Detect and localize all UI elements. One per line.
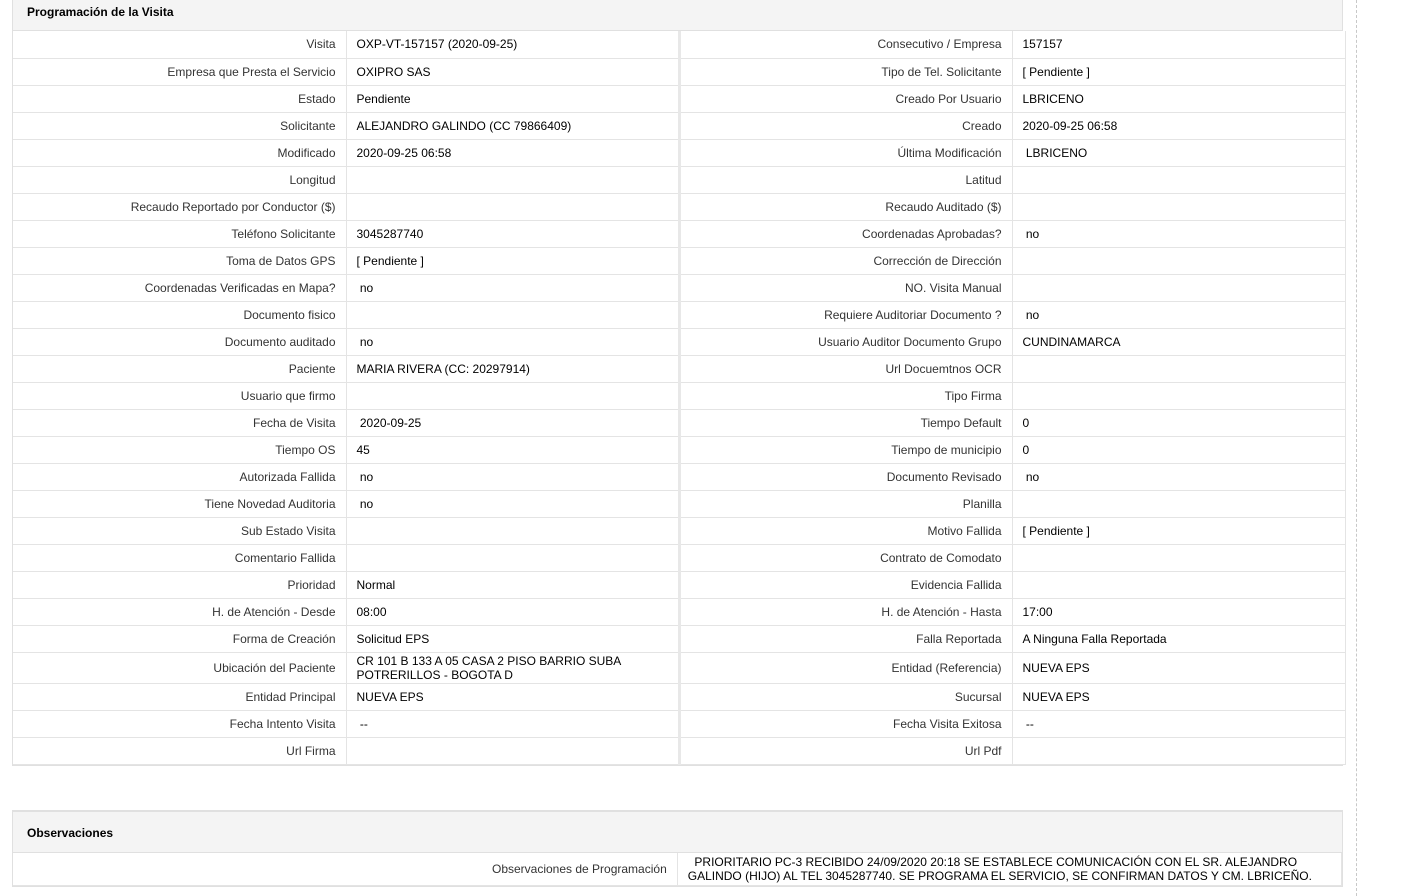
field-label: Tipo de Tel. Solicitante (679, 58, 1012, 85)
field-value: 2020-09-25 06:58 (1012, 112, 1345, 139)
field-value (1012, 571, 1345, 598)
field-label: Comentario Fallida (13, 544, 346, 571)
field-value: no (346, 274, 679, 301)
field-label: Coordenadas Aprobadas? (679, 220, 1012, 247)
field-value: 17:00 (1012, 598, 1345, 625)
field-label: H. de Atención - Hasta (679, 598, 1012, 625)
observations-title: Observaciones (13, 811, 1342, 853)
field-label: NO. Visita Manual (679, 274, 1012, 301)
field-label: Creado Por Usuario (679, 85, 1012, 112)
field-label: Paciente (13, 355, 346, 382)
field-value (346, 301, 679, 328)
field-value: MARIA RIVERA (CC: 20297914) (346, 355, 679, 382)
field-label: Prioridad (13, 571, 346, 598)
field-label: Consecutivo / Empresa (679, 31, 1012, 58)
field-value (1012, 382, 1345, 409)
field-value: CR 101 B 133 A 05 CASA 2 PISO BARRIO SUBA POTRERILLOS - BOGOTA D (346, 652, 679, 683)
detail-row (13, 683, 1345, 710)
field-label: Entidad (Referencia) (679, 652, 1012, 683)
field-value (346, 166, 679, 193)
field-value (346, 382, 679, 409)
visit-schedule-title: Programación de la Visita (13, 0, 1342, 31)
field-value: ALEJANDRO GALINDO (CC 79866409) (346, 112, 679, 139)
observations-label: Observaciones de Programación (13, 853, 677, 885)
field-label: Tiempo de municipio (679, 436, 1012, 463)
field-label: Coordenadas Verificadas en Mapa? (13, 274, 346, 301)
field-label: Empresa que Presta el Servicio (13, 58, 346, 85)
detail-row (13, 355, 1345, 382)
field-value: Solicitud EPS (346, 625, 679, 652)
field-value: 3045287740 (346, 220, 679, 247)
field-label: Entidad Principal (13, 683, 346, 710)
detail-row (13, 544, 1345, 571)
field-label: Última Modificación (679, 139, 1012, 166)
detail-row (13, 737, 1345, 764)
detail-row (13, 112, 1345, 139)
field-value: -- (346, 710, 679, 737)
field-label: Url Firma (13, 737, 346, 764)
observations-table (13, 853, 1342, 886)
field-value: Normal (346, 571, 679, 598)
field-value: NUEVA EPS (1012, 652, 1345, 683)
field-value (1012, 737, 1345, 764)
field-label: Tiempo OS (13, 436, 346, 463)
field-label: Solicitante (13, 112, 346, 139)
field-label: Estado (13, 85, 346, 112)
field-label: Contrato de Comodato (679, 544, 1012, 571)
field-label: H. de Atención - Desde (13, 598, 346, 625)
field-value: no (346, 490, 679, 517)
field-value (1012, 544, 1345, 571)
detail-row (13, 463, 1345, 490)
field-label: Corrección de Dirección (679, 247, 1012, 274)
field-label: Falla Reportada (679, 625, 1012, 652)
field-value: NUEVA EPS (1012, 683, 1345, 710)
field-value: LBRICENO (1012, 139, 1345, 166)
detail-row (13, 31, 1345, 58)
field-label: Sub Estado Visita (13, 517, 346, 544)
field-label: Fecha de Visita (13, 409, 346, 436)
field-label: Fecha Intento Visita (13, 710, 346, 737)
detail-row (13, 598, 1345, 625)
field-label: Requiere Auditoriar Documento ? (679, 301, 1012, 328)
field-label: Tipo Firma (679, 382, 1012, 409)
observations-value: PRIORITARIO PC-3 RECIBIDO 24/09/2020 20:18 SE ESTABLECE COMUNICACIÓN CON EL SR. ALEJANDRO GALINDO (HIJO) AL TEL 3045287740. SE PROGRAMA EL SERVICIO, SE CONFIRMAN DATOS Y CM. LBRICEÑO. (677, 853, 1341, 885)
field-label: Motivo Fallida (679, 517, 1012, 544)
field-label: Planilla (679, 490, 1012, 517)
field-label: Latitud (679, 166, 1012, 193)
detail-row (13, 517, 1345, 544)
field-value: no (346, 328, 679, 355)
detail-row (13, 382, 1345, 409)
field-value: OXIPRO SAS (346, 58, 679, 85)
field-label: Url Pdf (679, 737, 1012, 764)
detail-row (13, 166, 1345, 193)
detail-row (13, 710, 1345, 737)
detail-row (13, 139, 1345, 166)
field-value: [ Pendiente ] (1012, 517, 1345, 544)
field-value (1012, 274, 1345, 301)
field-value: 2020-09-25 (346, 409, 679, 436)
page-right-divider (1356, 0, 1357, 896)
detail-row (13, 409, 1345, 436)
field-label: Toma de Datos GPS (13, 247, 346, 274)
field-value (346, 193, 679, 220)
field-label: Longitud (13, 166, 346, 193)
field-value (346, 517, 679, 544)
detail-row (13, 571, 1345, 598)
detail-row (13, 193, 1345, 220)
field-value: NUEVA EPS (346, 683, 679, 710)
detail-row (13, 58, 1345, 85)
detail-row (13, 490, 1345, 517)
visit-details-table (13, 31, 1346, 765)
detail-row (13, 301, 1345, 328)
field-label: Recaudo Auditado ($) (679, 193, 1012, 220)
field-label: Tiempo Default (679, 409, 1012, 436)
field-label: Ubicación del Paciente (13, 652, 346, 683)
field-value (1012, 193, 1345, 220)
field-label: Usuario que firmo (13, 382, 346, 409)
field-value: Pendiente (346, 85, 679, 112)
field-value: A Ninguna Falla Reportada (1012, 625, 1345, 652)
visit-schedule-panel (12, 0, 1343, 766)
field-value (1012, 166, 1345, 193)
field-value: 2020-09-25 06:58 (346, 139, 679, 166)
detail-row (13, 328, 1345, 355)
field-value (1012, 490, 1345, 517)
field-value: [ Pendiente ] (1012, 58, 1345, 85)
field-label: Url Docuemtnos OCR (679, 355, 1012, 382)
field-label: Visita (13, 31, 346, 58)
detail-row (13, 436, 1345, 463)
detail-row (13, 625, 1345, 652)
field-value: no (1012, 301, 1345, 328)
field-label: Tiene Novedad Auditoria (13, 490, 346, 517)
field-value: 0 (1012, 436, 1345, 463)
field-label: Documento auditado (13, 328, 346, 355)
field-value: 157157 (1012, 31, 1345, 58)
field-label: Documento Revisado (679, 463, 1012, 490)
field-label: Autorizada Fallida (13, 463, 346, 490)
field-value: no (1012, 220, 1345, 247)
field-label: Forma de Creación (13, 625, 346, 652)
field-value (1012, 355, 1345, 382)
detail-row (13, 220, 1345, 247)
field-label: Teléfono Solicitante (13, 220, 346, 247)
field-value: 45 (346, 436, 679, 463)
field-label: Recaudo Reportado por Conductor ($) (13, 193, 346, 220)
field-value: 08:00 (346, 598, 679, 625)
detail-row (13, 247, 1345, 274)
field-value: -- (1012, 710, 1345, 737)
field-label: Fecha Visita Exitosa (679, 710, 1012, 737)
field-label: Sucursal (679, 683, 1012, 710)
field-value: OXP-VT-157157 (2020-09-25) (346, 31, 679, 58)
detail-row (13, 274, 1345, 301)
observations-row (13, 853, 1342, 885)
field-value: [ Pendiente ] (346, 247, 679, 274)
field-value: CUNDINAMARCA (1012, 328, 1345, 355)
field-label: Creado (679, 112, 1012, 139)
field-value: LBRICENO (1012, 85, 1345, 112)
field-label: Modificado (13, 139, 346, 166)
detail-row (13, 652, 1345, 683)
field-value (1012, 247, 1345, 274)
detail-row (13, 85, 1345, 112)
field-value (346, 544, 679, 571)
field-label: Evidencia Fallida (679, 571, 1012, 598)
field-label: Usuario Auditor Documento Grupo (679, 328, 1012, 355)
field-value: 0 (1012, 409, 1345, 436)
field-label: Documento fisico (13, 301, 346, 328)
field-value (346, 737, 679, 764)
observations-panel (12, 810, 1343, 887)
field-value: no (346, 463, 679, 490)
field-value: no (1012, 463, 1345, 490)
